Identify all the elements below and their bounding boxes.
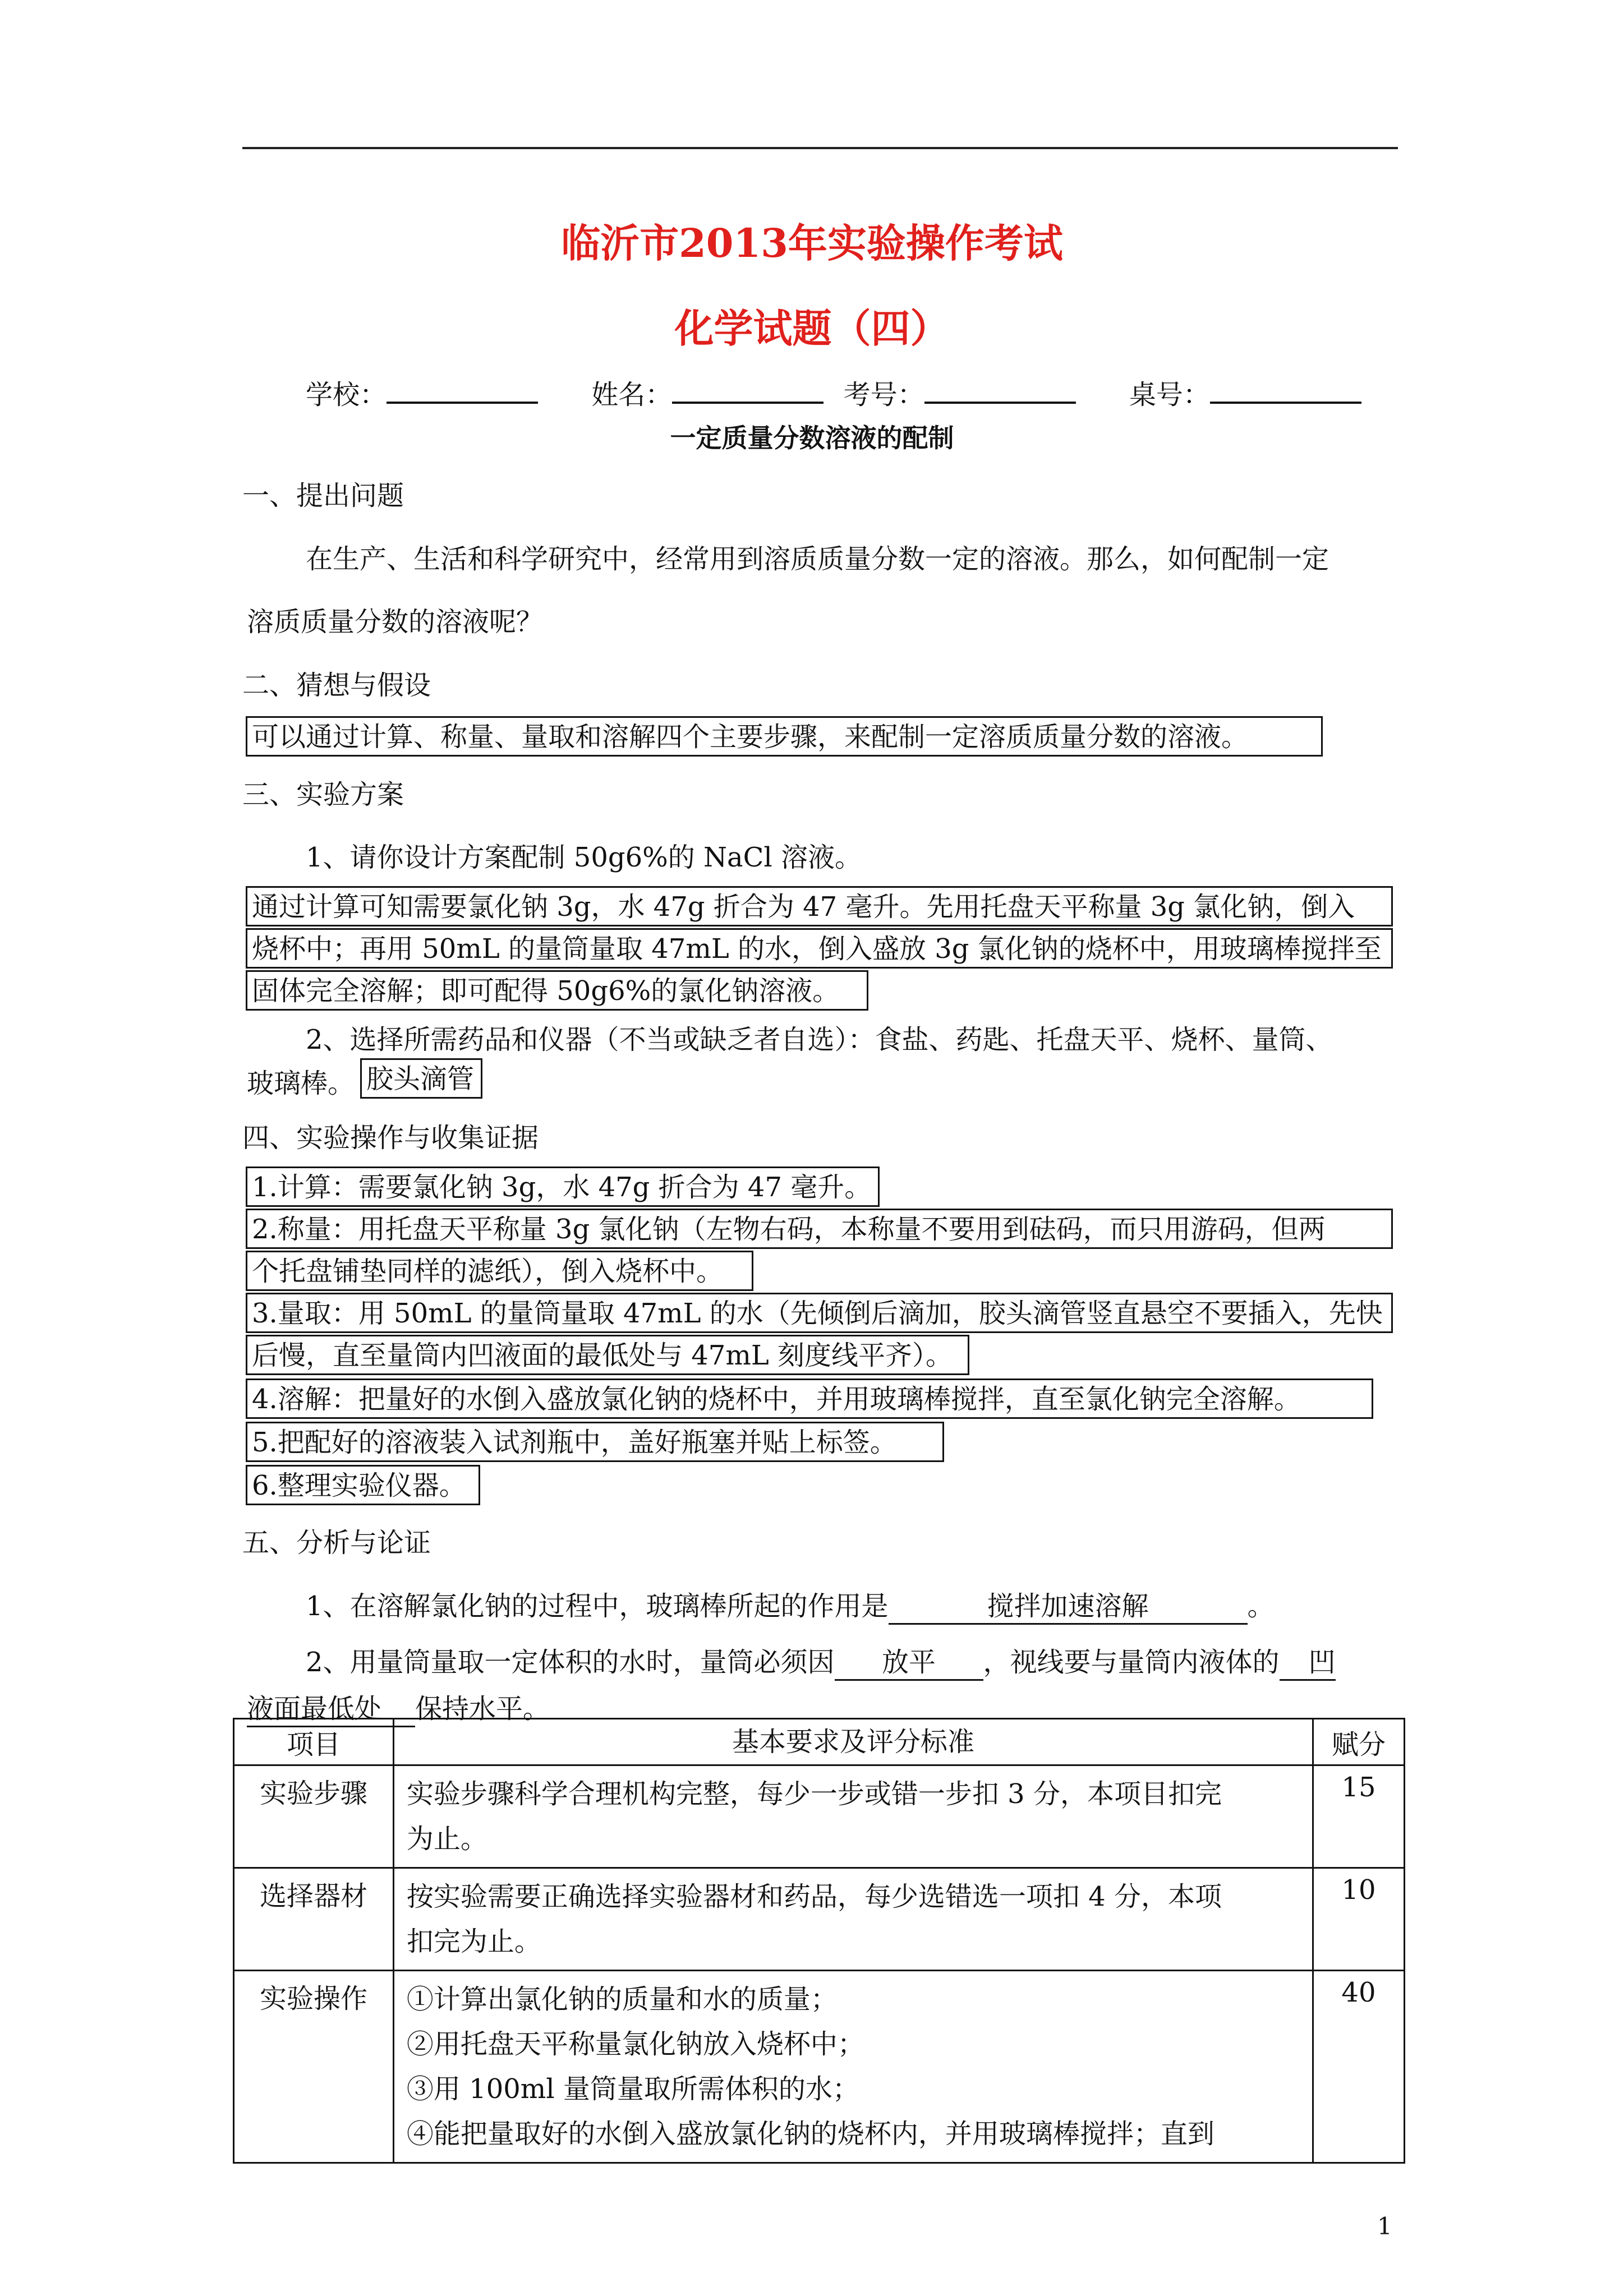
- criteria-line: ③用 100ml 量筒量取所需体积的水；: [406, 2073, 859, 2105]
- answer-blank: 搅拌加速溶解: [889, 1584, 1248, 1625]
- name-label: 姓名：: [591, 379, 673, 411]
- question-prefix: 2、用量筒量取一定体积的水时，量筒必须因: [306, 1647, 835, 1678]
- criteria-cell: [393, 1971, 1313, 2163]
- criteria-line: 扣完为止。: [406, 1926, 541, 1957]
- question-suffix: 。: [1247, 1590, 1275, 1622]
- school-field[interactable]: [387, 379, 538, 404]
- hypothesis-box: 可以通过计算、称量、量取和溶解四个主要步骤，来配制一定溶质质量分数的溶液。: [246, 716, 1323, 757]
- question-prefix: 1、在溶解氯化钠的过程中，玻璃棒所起的作用是: [306, 1590, 889, 1622]
- table-row: [234, 1868, 1405, 1971]
- question-text: 玻璃棒。: [247, 1068, 355, 1099]
- page-number: 1: [1377, 2212, 1392, 2240]
- scoring-table: [233, 1718, 1405, 2164]
- answer-box: 通过计算可知需要氯化钠 3g，水 47g 折合为 47 毫升。先用托盘天平称量 3g 氯化钠，倒入: [246, 886, 1393, 926]
- school-label: 学校：: [306, 379, 387, 411]
- table-row: [234, 1971, 1405, 2163]
- criteria-line: 实验步骤科学合理机构完整，每少一步或错一步扣 3 分，本项目扣完: [406, 1778, 1222, 1810]
- criteria-cell: [393, 1765, 1313, 1868]
- criteria-line: 按实验需要正确选择实验器材和药品，每少选错选一项扣 4 分，本项: [406, 1881, 1222, 1912]
- question-text: 2、选择所需药品和仪器（不当或缺乏者自选）：食盐、药匙、托盘天平、烧杯、量筒、: [306, 1024, 1333, 1055]
- answer-box: 固体完全溶解；即可配得 50g6%的氯化钠溶液。: [246, 970, 868, 1011]
- criteria-line: ④能把量取好的水倒入盛放氯化钠的烧杯内，并用玻璃棒搅拌；直到: [406, 2118, 1214, 2150]
- criteria-line: ②用托盘天平称量氯化钠放入烧杯中；: [406, 2028, 864, 2060]
- question-text: [306, 1640, 1336, 1681]
- column-header: 项目: [234, 1719, 394, 1765]
- section-5-heading: 五、分析与论证: [242, 1527, 431, 1559]
- answer-blank: 放平: [835, 1640, 983, 1681]
- exam-number-label: 考号：: [843, 379, 924, 411]
- score-cell: 40: [1313, 1971, 1404, 2163]
- criteria-line: 为止。: [406, 1823, 487, 1855]
- score-cell: 15: [1313, 1765, 1404, 1868]
- section-2-heading: 二、猜想与假设: [242, 670, 431, 701]
- step-box: 1.计算：需要氯化钠 3g，水 47g 折合为 47 毫升。: [246, 1167, 880, 1207]
- column-header: 赋分: [1313, 1719, 1404, 1765]
- page-subtitle: 化学试题（四）: [674, 305, 950, 352]
- answer-box: 烧杯中；再用 50mL 的量筒量取 47mL 的水，倒入盛放 3g 氯化钠的烧杯中，用玻璃棒搅拌至: [246, 928, 1393, 969]
- item-cell: 实验步骤: [234, 1765, 394, 1868]
- page-title: 临沂市2013年实验操作考试: [561, 220, 1063, 266]
- question-middle: ，视线要与量筒内液体的: [983, 1647, 1280, 1678]
- name-field[interactable]: [672, 379, 823, 404]
- criteria-cell: [393, 1868, 1313, 1971]
- header-rule: [242, 147, 1398, 149]
- criteria-line: ①计算出氯化钠的质量和水的质量；: [406, 1984, 838, 2015]
- section-3-heading: 三、实验方案: [242, 779, 404, 810]
- step-box: 4.溶解：把量好的水倒入盛放氯化钠的烧杯中，并用玻璃棒搅拌，直至氯化钠完全溶解。: [246, 1378, 1373, 1419]
- step-box: 3.量取：用 50mL 的量筒量取 47mL 的水（先倾倒后滴加，胶头滴管竖直悬空不要插入，先快: [246, 1293, 1393, 1333]
- section-1-text: 溶质质量分数的溶液呢？: [247, 606, 544, 638]
- topic-title: 一定质量分数溶液的配制: [670, 423, 954, 453]
- question-suffix: 保持水平。: [415, 1693, 550, 1725]
- answer-blank: 液面最低处: [247, 1687, 415, 1727]
- item-cell: 实验操作: [234, 1971, 394, 2163]
- item-cell: 选择器材: [234, 1868, 394, 1971]
- info-fields: [306, 373, 1361, 412]
- question-text: 1、请你设计方案配制 50g6%的 NaCl 溶液。: [306, 842, 862, 873]
- answer-box: 胶头滴管: [360, 1058, 482, 1099]
- table-header-row: [234, 1719, 1405, 1765]
- section-1-text: 在生产、生活和科学研究中，经常用到溶质质量分数一定的溶液。那么，如何配制一定: [306, 543, 1329, 575]
- section-1-heading: 一、提出问题: [242, 480, 404, 511]
- exam-number-field[interactable]: [924, 379, 1076, 404]
- column-header: 基本要求及评分标准: [393, 1719, 1313, 1765]
- table-row: [234, 1765, 1405, 1868]
- desk-number-label: 桌号：: [1129, 379, 1210, 411]
- step-box: 后慢，直至量筒内凹液面的最低处与 47mL 刻度线平齐）。: [246, 1335, 969, 1375]
- step-box: 个托盘铺垫同样的滤纸），倒入烧杯中。: [246, 1251, 753, 1291]
- step-box: 2.称量：用托盘天平称量 3g 氯化钠（左物右码，本称量不要用到砝码，而只用游码，但两: [246, 1209, 1393, 1249]
- desk-number-field[interactable]: [1210, 379, 1361, 404]
- question-text: [306, 1584, 1275, 1625]
- step-box: 6.整理实验仪器。: [246, 1465, 480, 1505]
- score-cell: 10: [1313, 1868, 1404, 1971]
- answer-blank: 凹: [1280, 1640, 1336, 1681]
- section-4-heading: 四、实验操作与收集证据: [242, 1122, 539, 1154]
- step-box: 5.把配好的溶液装入试剂瓶中，盖好瓶塞并贴上标签。: [246, 1422, 944, 1462]
